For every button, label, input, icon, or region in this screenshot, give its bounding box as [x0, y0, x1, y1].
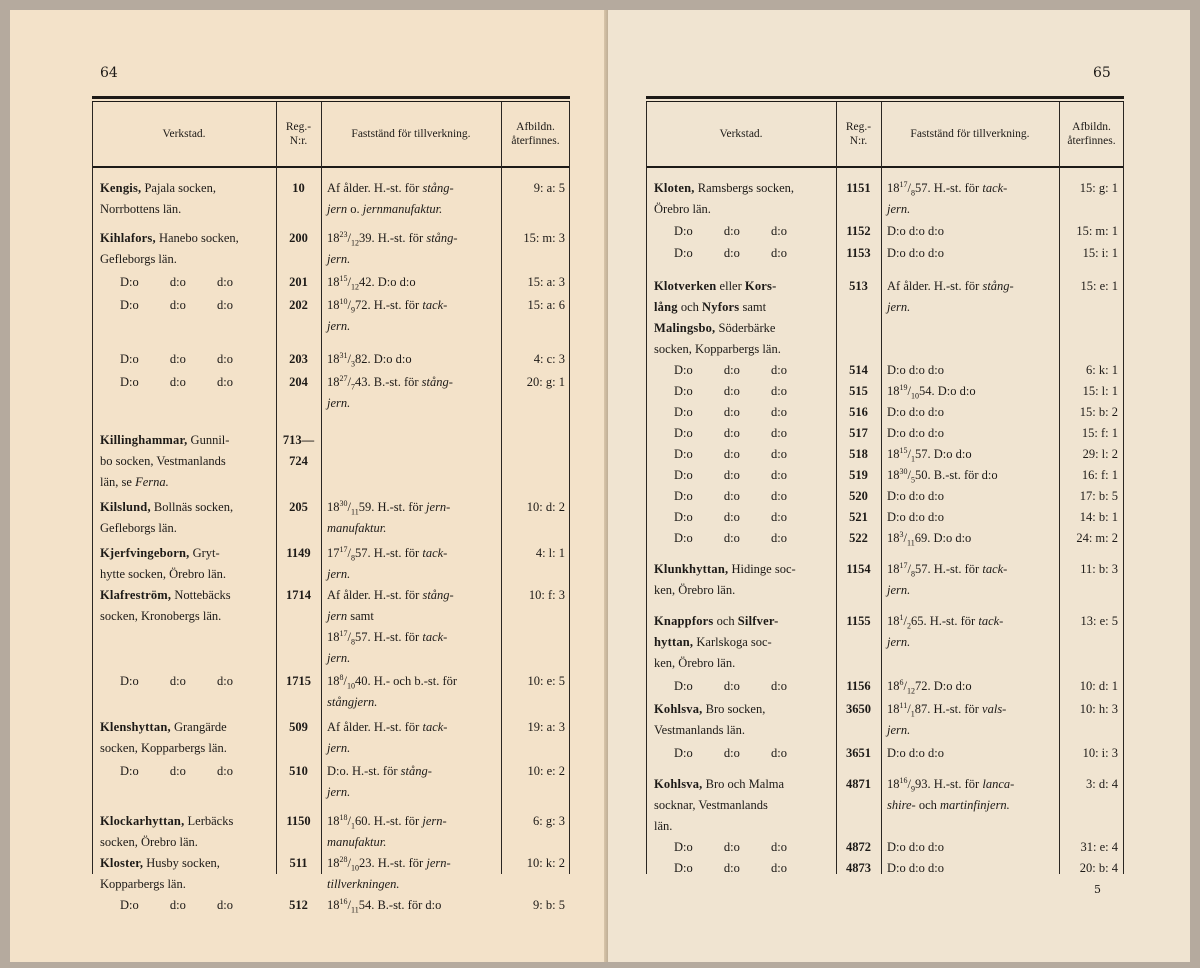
reg-number [276, 372, 321, 393]
reg-value: 518 [849, 447, 868, 461]
header-verkstad: Verkstad. [162, 127, 206, 140]
register-table-right [646, 96, 1124, 874]
faststald-cell: D:o d:o d:o [887, 224, 944, 238]
figure-reference: 13: e: 5 [1080, 614, 1118, 628]
figure-reference: 15: b: 2 [1079, 405, 1118, 419]
faststald-cell: $18^3/_{11}69$. D:o d:o [887, 529, 972, 548]
reg-value: 519 [849, 468, 868, 482]
reg-value: 1156 [846, 679, 871, 693]
faststald-cell: D:o d:o d:o [887, 746, 944, 760]
product-text: jern. [887, 635, 911, 649]
works-name: hyttan, [654, 635, 694, 649]
verkstad-cell: Klenshyttan, Grangärde socken, Kopparbergs län. [100, 720, 227, 755]
verkstad-cell: D:o d:o d:o [674, 531, 787, 545]
works-name: Kloster, [100, 856, 144, 870]
works-name: Nyfors [702, 300, 740, 314]
reg-number [836, 178, 881, 199]
figure-reference: 15: a: 3 [527, 275, 565, 289]
verkstad-cell: D:o d:o d:o [674, 510, 787, 524]
reg-value: 1155 [846, 614, 871, 628]
product-text: jern [327, 202, 348, 216]
works-name: Killinghammar, [100, 433, 188, 447]
works-name: Silfver- [737, 614, 779, 628]
verkstad-cell: Kohlsva, Bro socken, Vestmanlands län. [654, 702, 766, 737]
reg-value: 1151 [846, 181, 871, 195]
faststald-cell: $18^{23}/_{12}39$. H.-st. för stång- jern. [327, 229, 458, 266]
product-text: jern. [887, 300, 911, 314]
works-name: lång [654, 300, 678, 314]
reg-value: 515 [849, 384, 868, 398]
faststald-cell: $18^8/_{10}40$. H.- och b.-st. för stångjern. [327, 672, 458, 709]
works-name: Klockarhyttan, [100, 814, 185, 828]
verkstad-cell: D:o d:o d:o [674, 363, 787, 377]
figure-reference: 15: i: 1 [1082, 246, 1118, 260]
reference-text: Ferna. [135, 475, 169, 489]
product-text: tack- [422, 298, 448, 312]
column-divider [321, 102, 322, 874]
faststald-cell: D:o d:o d:o [887, 861, 944, 875]
faststald-cell: D:o d:o d:o [887, 405, 944, 419]
verkstad-cell: Kihlafors, Hanebo socken, Gefleborgs län. [100, 231, 239, 266]
faststald-cell: $18^{17}/_857$. H.-st. för tack- jern. [887, 179, 1008, 216]
column-divider [92, 102, 93, 874]
column-divider [1123, 102, 1124, 874]
header-rule [92, 166, 570, 168]
product-text: shire- [887, 798, 916, 812]
figure-reference: 10: k: 2 [526, 856, 565, 870]
product-text: martinfinjern. [940, 798, 1010, 812]
reg-number [276, 497, 321, 518]
reg-number [836, 743, 881, 764]
reg-value: 520 [849, 489, 868, 503]
verkstad-cell: D:o d:o d:o [674, 405, 787, 419]
product-text: jern. [327, 252, 351, 266]
faststald-cell: D:o d:o d:o [887, 510, 944, 524]
verkstad-cell: D:o d:o d:o [120, 375, 233, 389]
reg-number [836, 837, 881, 858]
reg-number [836, 444, 881, 465]
figure-reference: 15: l: 1 [1082, 384, 1118, 398]
reg-value: 514 [849, 363, 868, 377]
reg-number [836, 858, 881, 879]
verkstad-cell: D:o d:o d:o [674, 426, 787, 440]
figure-reference: 4: l: 1 [535, 546, 565, 560]
verkstad-cell: D:o d:o d:o [674, 840, 787, 854]
reg-value: 4873 [846, 861, 871, 875]
figure-reference: 9: a: 5 [533, 181, 565, 195]
figure-reference: 6: k: 1 [1086, 363, 1118, 377]
reg-number [836, 423, 881, 444]
verkstad-cell: Kilslund, Bollnäs socken, Gefleborgs län. [100, 500, 234, 535]
product-text: tack- [422, 720, 448, 734]
verkstad-cell: D:o d:o d:o [674, 679, 787, 693]
faststald-cell: $17^{17}/_857$. H.-st. för tack- jern. [327, 544, 448, 581]
verkstad-cell: D:o d:o d:o [674, 224, 787, 238]
product-text: jern. [327, 396, 351, 410]
works-name: Knappfors [654, 614, 714, 628]
table-top-rule [646, 96, 1124, 99]
figure-reference: 15: m: 1 [1076, 224, 1118, 238]
works-name: Kohlsva, [654, 702, 703, 716]
reg-value: 513 [849, 279, 868, 293]
faststald-cell: D:o d:o d:o [887, 840, 944, 854]
product-text: jern- [426, 856, 451, 870]
faststald-cell: D:o d:o d:o [887, 246, 944, 260]
faststald-cell: $18^{16}/_993$. H.-st. för lanca- shire- och martinfinjern. [887, 775, 1015, 812]
reg-value: 205 [289, 500, 308, 514]
faststald-cell: $18^{31}/_382$. D:o d:o [327, 350, 412, 369]
right-page [608, 10, 1190, 962]
product-text: jern. [887, 202, 911, 216]
reg-value: 10 [292, 181, 305, 195]
product-text: manufaktur. [327, 835, 387, 849]
verkstad-cell: D:o d:o d:o [120, 352, 233, 366]
faststald-cell: $18^{30}/_550$. B.-st. för d:o [887, 466, 998, 485]
reg-number [836, 402, 881, 423]
column-divider [569, 102, 570, 874]
reg-value: 516 [849, 405, 868, 419]
reg-value: 1154 [846, 562, 871, 576]
figure-reference: 10: f: 3 [528, 588, 565, 602]
figure-reference: 16: f: 1 [1081, 468, 1118, 482]
reg-value: 509 [289, 720, 308, 734]
header-rule [646, 166, 1124, 168]
figure-reference: 29: l: 2 [1082, 447, 1118, 461]
table-top-rule [92, 96, 570, 99]
faststald-cell: $18^1/_265$. H.-st. för tack- jern. [887, 612, 1004, 649]
verkstad-cell: D:o d:o d:o [120, 674, 233, 688]
figure-reference: 20: b: 4 [1079, 861, 1118, 875]
verkstad-cell: D:o d:o d:o [674, 746, 787, 760]
product-text: jern. [887, 723, 911, 737]
reg-value: 511 [289, 856, 308, 870]
reg-value: 1150 [286, 814, 311, 828]
figure-reference: 31: e: 4 [1080, 840, 1118, 854]
reg-value: 202 [289, 298, 308, 312]
faststald-cell: Af ålder. H.-st. för stång- jern o. jernmanufaktur. [327, 181, 454, 216]
faststald-cell: $18^{18}/_160$. H.-st. för jern- manufaktur. [327, 812, 447, 849]
works-name: Klunkhyttan, [654, 562, 729, 576]
figure-reference: 15: e: 1 [1080, 279, 1118, 293]
reg-value: 200 [289, 231, 308, 245]
product-text: jernmanufaktur. [362, 202, 443, 216]
product-text: manufaktur. [327, 521, 387, 535]
header-verkstad: Verkstad. [719, 127, 763, 140]
reg-value: 510 [289, 764, 308, 778]
product-text: jern [327, 609, 348, 623]
reg-number [836, 559, 881, 580]
figure-reference: 11: b: 3 [1080, 562, 1118, 576]
reg-number [836, 611, 881, 632]
column-divider [501, 102, 502, 874]
verkstad-cell: D:o d:o d:o [120, 298, 233, 312]
reg-number [836, 676, 881, 697]
reg-number [276, 671, 321, 692]
figure-reference: 10: e: 2 [527, 764, 565, 778]
verkstad-cell: Killinghammar, Gunnil- bo socken, Vestmanlands län, se Ferna. [100, 433, 230, 489]
verkstad-cell: Kjerfvingeborn, Gryt- hytte socken, Örebro län. [100, 546, 227, 581]
product-text: stång- [426, 231, 458, 245]
verkstad-cell: D:o d:o d:o [674, 246, 787, 260]
reg-number [276, 228, 321, 249]
reg-value: 203 [289, 352, 308, 366]
product-text: jern. [327, 785, 351, 799]
faststald-cell: $18^{10}/_972$. H.-st. för tack- jern. [327, 296, 448, 333]
figure-reference: 4: c: 3 [533, 352, 565, 366]
faststald-cell: Af ålder. H.-st. för stång- jern. [887, 279, 1014, 314]
product-text: jern. [327, 319, 351, 333]
works-name: Kengis, [100, 181, 142, 195]
reg-value: 3650 [846, 702, 871, 716]
location-line: socken, Kopparbergs län. [654, 342, 781, 356]
verkstad-cell: D:o d:o d:o [674, 384, 787, 398]
page-number-left: 64 [100, 65, 118, 81]
reg-value: 521 [849, 510, 868, 524]
product-text: stång- [421, 375, 453, 389]
reg-number [276, 585, 321, 606]
reg-number [276, 895, 321, 916]
reg-number [276, 717, 321, 738]
figure-reference: 19: a: 3 [527, 720, 565, 734]
faststald-cell: $18^6/_{12}72$. D:o d:o [887, 677, 972, 696]
figure-reference: 9: b: 5 [533, 898, 565, 912]
figure-reference: 15: a: 6 [527, 298, 565, 312]
product-text: tack- [978, 614, 1004, 628]
product-text: jern. [327, 651, 351, 665]
page-number-right: 65 [1093, 65, 1111, 81]
figure-reference: 20: g: 1 [526, 375, 565, 389]
reg-number [276, 543, 321, 564]
product-text: tillverkningen. [327, 877, 400, 891]
faststald-cell: $18^{15}/_{12}42$. D:o d:o [327, 273, 416, 292]
faststald-cell: $18^{11}/_187$. H.-st. för vals- jern. [887, 700, 1007, 737]
product-text: lanca- [982, 777, 1015, 791]
verkstad-cell: D:o d:o d:o [674, 468, 787, 482]
product-text: jern- [422, 814, 447, 828]
faststald-cell: Af ålder. H.-st. för tack- jern. [327, 720, 448, 755]
product-text: jern. [327, 567, 351, 581]
figure-reference: 10: h: 3 [1079, 702, 1118, 716]
reg-number [836, 507, 881, 528]
faststald-cell: D:o d:o d:o [887, 426, 944, 440]
verkstad-cell: D:o d:o d:o [674, 447, 787, 461]
product-text: stång- [982, 279, 1014, 293]
faststald-cell: $18^{28}/_{10}23$. H.-st. för jern- tillverkningen. [327, 854, 451, 891]
figure-reference: 10: d: 2 [526, 500, 565, 514]
reg-number [836, 465, 881, 486]
column-divider [881, 102, 882, 874]
works-name: Kjerfvingeborn, [100, 546, 190, 560]
figure-reference: 6: g: 3 [533, 814, 565, 828]
verkstad-cell: Kengis, Pajala socken, Norrbottens län. [100, 181, 216, 216]
reg-number [276, 295, 321, 316]
product-text: jern- [426, 500, 451, 514]
reg-number [836, 381, 881, 402]
reg-number [276, 853, 321, 874]
figure-reference: 15: g: 1 [1079, 181, 1118, 195]
works-name: Klenshyttan, [100, 720, 171, 734]
reg-value: 4872 [846, 840, 871, 854]
reg-number [276, 430, 321, 472]
verkstad-cell: Klotverken eller Kors- lång och Nyfors samt Malingsbo, Söderbärke socken, Kopparbergs län. [654, 276, 834, 360]
column-divider [276, 102, 277, 874]
verkstad-cell: Kohlsva, Bro och Malma socknar, Vestmanlands län. [654, 777, 785, 833]
verkstad-cell: D:o d:o d:o [674, 489, 787, 503]
reg-value: 517 [849, 426, 868, 440]
figure-reference: 15: m: 3 [523, 231, 565, 245]
reg-number [836, 276, 881, 297]
works-name: Kors- [744, 279, 777, 293]
product-text: tack- [982, 181, 1008, 195]
product-text: tack- [422, 546, 448, 560]
works-name: Kohlsva, [654, 777, 703, 791]
product-text: stångjern. [327, 695, 378, 709]
product-text: jern. [887, 583, 911, 597]
works-name: Kilslund, [100, 500, 151, 514]
column-divider [646, 102, 647, 874]
figure-reference: 3: d: 4 [1086, 777, 1118, 791]
header-reg: Reg.- N:r. [845, 120, 872, 147]
reg-number [276, 349, 321, 370]
product-text: tack- [422, 630, 448, 644]
header-reg: Reg.- N:r. [285, 120, 312, 147]
reg-value: 713— [282, 433, 315, 447]
reg-value: 1153 [846, 246, 871, 260]
reg-number [276, 811, 321, 832]
figure-reference: 10: i: 3 [1082, 746, 1118, 760]
left-page [10, 10, 608, 962]
reg-number [836, 221, 881, 242]
verkstad-cell: Klafreström, Nottebäcks socken, Kronobergs län. [100, 588, 231, 623]
works-name: Klafreström, [100, 588, 172, 602]
figure-reference: 14: b: 1 [1079, 510, 1118, 524]
figure-reference: 24: m: 2 [1076, 531, 1118, 545]
reg-value: 1149 [286, 546, 311, 560]
product-text: vals- [982, 702, 1007, 716]
reg-number [836, 243, 881, 264]
works-name: Malingsbo, [654, 321, 716, 335]
product-text: stång- [422, 588, 454, 602]
verkstad-cell: Klunkhyttan, Hidinge soc- ken, Örebro län. [654, 562, 796, 597]
header-faststald: Fastständ för tillverkning. [351, 127, 471, 140]
reg-value: 204 [289, 375, 308, 389]
product-text: stång- [422, 181, 454, 195]
verkstad-cell: D:o d:o d:o [120, 764, 233, 778]
reg-value: 522 [849, 531, 868, 545]
faststald-cell: Af ålder. H.-st. för stång- jern samt $18^{17}/_857$. H.-st. för tack- jern. [327, 588, 454, 665]
reg-number [836, 774, 881, 795]
faststald-cell: D:o d:o d:o [887, 489, 944, 503]
works-name: Kihlafors, [100, 231, 156, 245]
header-faststald: Fastständ för tillverkning. [910, 127, 1030, 140]
product-text: tack- [982, 562, 1008, 576]
reg-value: 1714 [286, 588, 311, 602]
reg-value: 1152 [846, 224, 871, 238]
faststald-cell: $18^{19}/_{10}54$. D:o d:o [887, 382, 976, 401]
figure-reference: 10: e: 5 [527, 674, 565, 688]
reg-value: 1715 [286, 674, 311, 688]
works-name: Kloten, [654, 181, 695, 195]
figure-reference: 15: f: 1 [1081, 426, 1118, 440]
faststald-cell: $18^{30}/_{11}59$. H.-st. för jern- manufaktur. [327, 498, 451, 535]
reg-number [836, 699, 881, 720]
verkstad-cell: Klockarhyttan, Lerbäcks socken, Örebro län. [100, 814, 234, 849]
header-afbildn: Afbildn. återfinnes. [1067, 120, 1116, 147]
reg-value: 201 [289, 275, 308, 289]
reg-value: 512 [289, 898, 308, 912]
reg-number [276, 272, 321, 293]
product-text: stång- [400, 764, 432, 778]
figure-reference: 17: b: 5 [1079, 489, 1118, 503]
reg-value: 4871 [846, 777, 871, 791]
reg-value: 3651 [846, 746, 871, 760]
faststald-cell: $18^{16}/_{11}54$. B.-st. för d:o [327, 896, 442, 915]
header-afbildn: Afbildn. återfinnes. [511, 120, 560, 147]
verkstad-cell: Kloten, Ramsbergs socken, Örebro län. [654, 181, 795, 216]
reg-number [836, 360, 881, 381]
verkstad-cell: D:o d:o d:o [120, 275, 233, 289]
figure-reference: 10: d: 1 [1079, 679, 1118, 693]
verkstad-cell: D:o d:o d:o [674, 861, 787, 875]
verkstad-cell: Kloster, Husby socken, Kopparbergs län. [100, 856, 220, 891]
faststald-cell: $18^{15}/_157$. D:o d:o [887, 445, 972, 464]
verkstad-cell: D:o d:o d:o [120, 898, 233, 912]
reg-number [276, 178, 321, 199]
faststald-cell: $18^{17}/_857$. H.-st. för tack- jern. [887, 560, 1008, 597]
reg-number [276, 761, 321, 782]
faststald-cell: D:o. H.-st. för stång- jern. [327, 764, 432, 799]
reg-value: 724 [289, 454, 308, 468]
faststald-cell: $18^{27}/_743$. B.-st. för stång- jern. [327, 373, 453, 410]
register-table-left [92, 96, 570, 915]
signature-mark: 5 [1094, 883, 1101, 896]
verkstad-cell: Knappfors och Silfver- hyttan, Karlskoga soc- ken, Örebro län. [654, 614, 779, 670]
faststald-cell: D:o d:o d:o [887, 363, 944, 377]
works-name: Klotverken [654, 279, 717, 293]
product-text: jern. [327, 741, 351, 755]
reg-number [836, 486, 881, 507]
reg-number [836, 528, 881, 549]
